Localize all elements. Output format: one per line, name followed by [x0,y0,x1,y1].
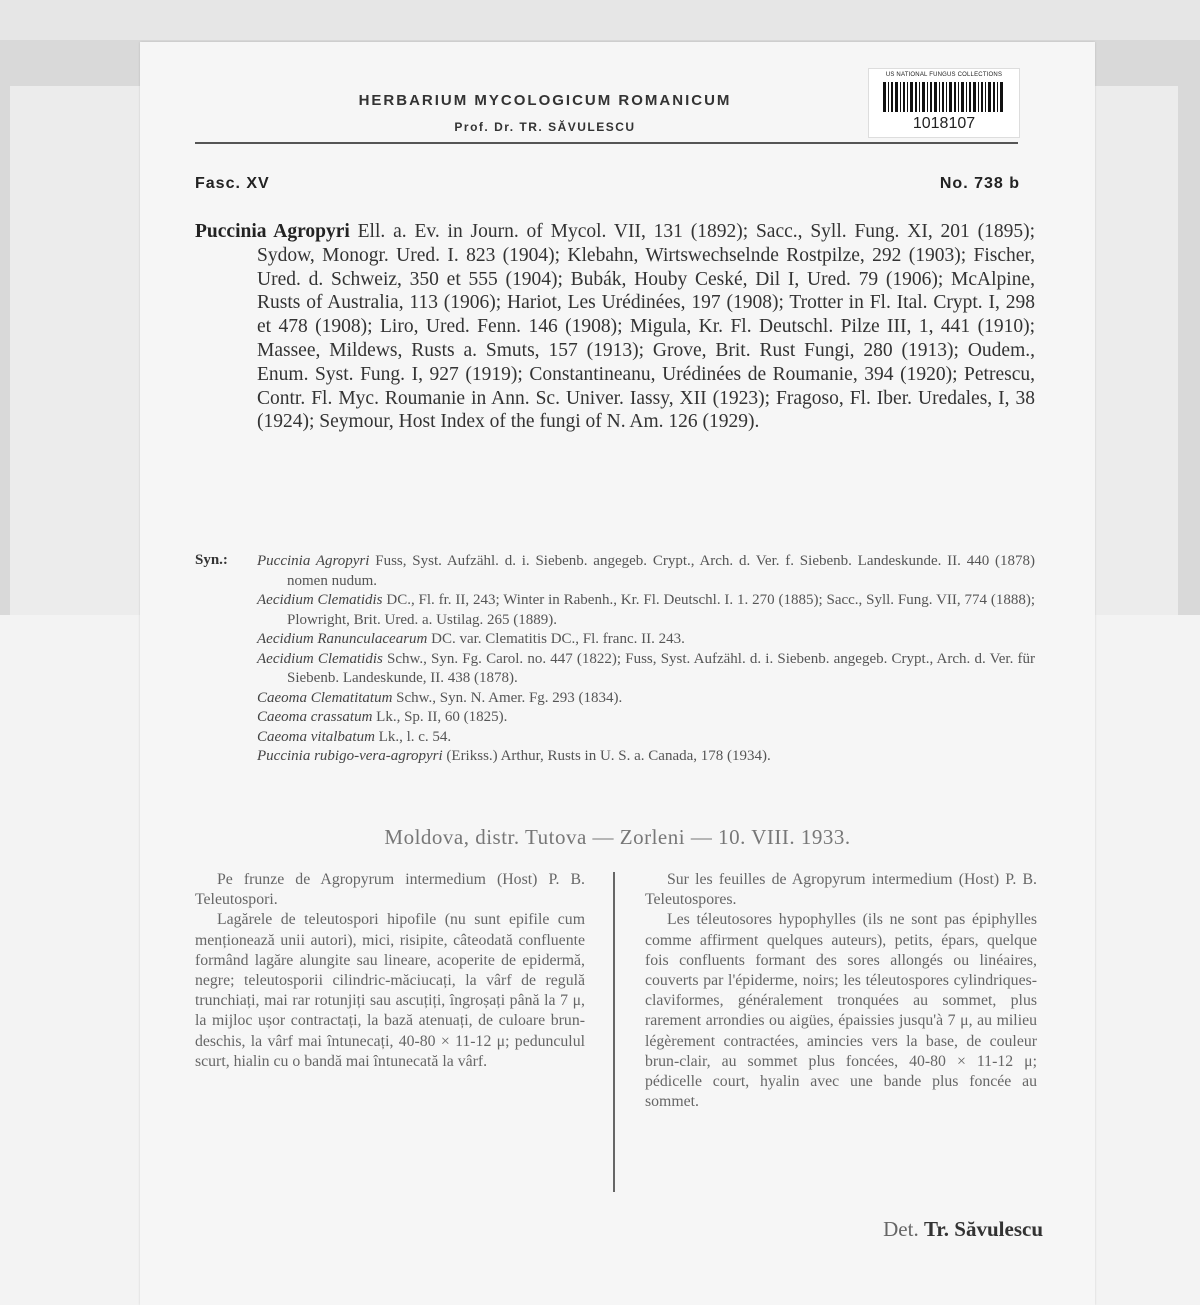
determiner-prefix: Det. [883,1217,919,1241]
collection-locality: Moldova, distr. Tutova — Zorleni — 10. VIII. 1933. [384,825,851,849]
synonym-reference: Lk., Sp. II, 60 (1825). [376,709,508,725]
determiner-name: Tr. Săvulescu [923,1217,1043,1241]
description-french [645,870,1037,1112]
synonym-name: Caeoma vitalbatum [257,728,375,745]
fascicle-number: Fasc. XV [195,175,270,192]
barcode-number: 1018107 [912,115,976,132]
synonym-name: Caeoma Clematitatum [257,689,393,706]
synonym-item [257,689,1035,709]
herbarium-subtitle: Prof. Dr. TR. SĂVULESCU [454,120,636,134]
species-name: Puccinia Agropyri [195,221,350,242]
synonym-reference: Lk., l. c. 54. [378,728,452,745]
synonym-name: Aecidium Ranunculacearum [257,631,428,647]
synonym-name: Puccinia rubigo-vera-agropyri [257,748,443,764]
synonym-item [257,552,1035,591]
header-rule [195,142,1018,144]
synonym-name: Aecidium Clematidis [257,592,383,608]
herbarium-title: HERBARIUM MYCOLOGICUM ROMANICUM [358,92,732,109]
synonym-name: Caeoma crassatum [257,709,373,725]
column-divider [613,872,615,1192]
barcode-bars [883,82,1005,112]
herbarium-label [140,42,1095,1305]
synonym-item [257,591,1035,630]
species-references: Ell. a. Ev. in Journ. of Mycol. VII, 131 (1892); Sacc., Syll. Fung. XI, 201 (1895); Sydow, Monogr. Ured. I. 823 (1904); Klebahn, Wirtswechselnde Rostpilze, 292 (1903); Fischer, Ured. d. Schweiz, 350 et 555 (1904); Bubák, Houby Ceské, Dil I, Ured. 79 (1906); McAlpine, Rusts of Australia, 113 (1906); Hariot, Les Urédinées, 197 (1908); Trotter in Fl. Ital. Crypt. I, 298 et 478 (1908); Liro, Ured. Fenn. 146 (1908); Migula, Kr. Fl. Deutschl. Pilze III, 1, 441 (1910); Massee, Mildews, Rusts a. Smuts, 157 (1913); Grove, Brit. Rust Fungi, 280 (1913); Oudem., Enum. Syst. Fung. I, 927 (1919); Constantineanu, Urédinées de Roumanie, 394 (1920); Petrescu, Contr. Fl. Myc. Roumanie in Ann. Sc. Univer. Iassy, XII (1923); Fragoso, Fl. Iber. Uredales, I, 38 (1924); Seymour, Host Index of the fungi of N. Am. 126 (1929). [257,221,1036,433]
synonym-reference: Fuss, Syst. Aufzähl. d. i. Siebenb. angegeb. Crypt., Arch. d. Ver. f. Siebenb. Landeskunde. II. 440 (1878) nomen nudum. [287,553,1035,589]
synonym-item [257,630,1035,650]
description-fr-host: Sur les feuilles de Agropyrum intermedium (Host) P. B. Teleutospores. [645,871,1037,909]
synonym-item [257,708,1035,728]
description-ro-host: Pe frunze de Agropyrum intermedium (Host) P. B. Teleutospori. [195,871,585,909]
exsiccata-number: No. 738 b [939,175,1020,192]
synonym-name: Aecidium Clematidis [257,650,383,667]
synonym-item [257,650,1035,689]
synonym-reference: (Erikss.) Arthur, Rusts in U. S. a. Canada, 178 (1934). [446,748,771,764]
synonym-reference: Schw., Syn. N. Amer. Fg. 293 (1834). [396,689,623,706]
barcode-institution: US NATIONAL FUNGUS COLLECTIONS [885,72,1003,78]
synonyms-label: Syn.: [195,552,228,568]
synonym-name: Puccinia Agropyri [257,553,370,569]
synonym-reference: DC., Fl. fr. II, 243; Winter in Rabenh., Kr. Fl. Deutschl. I. 1. 270 (1885); Sacc., Syll. Fung. VII, 774 (1888); Plowright, Brit. Ured. a. Ustilag. 265 (1889). [287,592,1035,628]
synonym-reference: DC. var. Clematitis DC., Fl. franc. II. 243. [431,631,685,647]
synonyms-list [257,552,1035,767]
synonym-item [257,747,1035,767]
species-citation [195,220,1035,434]
synonym-reference: Schw., Syn. Fg. Carol. no. 447 (1822); Fuss, Syst. Aufzähl. d. i. Siebenb. angegeb. Crypt., Arch. d. Ver. für Siebenb. Landeskunde, II. 438 (1878). [287,650,1036,686]
synonym-item [257,728,1035,748]
barcode-sticker [868,68,1020,138]
description-fr-body: Les téleutosores hypophylles (ils ne sont pas épiphylles comme affirment quelques auteurs), petits, épars, quelque fois confluents formant des sores allongés ou linéaires, couverts par l'épiderme, noirs; les téleutospores cylindriques-claviformes, généralement tronquées au sommet, plus rarement arrondies ou aigües, épaissies jusqu'à 7 μ, au milieu légèrement contractées, amincies vers la base, de couleur brun-clair, au sommet plus foncées, 40-80 × 11-12 μ; pédicelle court, hyalin avec une bande plus foncée au sommet. [645,911,1037,1111]
determiner [883,1217,1043,1242]
description-ro-body: Lagărele de teleutospori hipofile (nu sunt epifile cum menționează unii autori), mici, risipite, câteodată confluente formând lagăre alungite sau lineare, acoperite de epidermă, negre; teleutosporii cilindric-măciucați, la vârf de regulă trunchiați, mai rar rotunjiți sau ascuțiți, îngroșați până la 7 μ, la mijloc ușor contractați, la bază atenuați, de culoare brun-deschis, la vârf mai întunecați, 40-80 × 11-12 μ; pedunculul scurt, hialin cu o bandă mai întunecată la vârf. [195,911,585,1070]
description-romanian [195,870,585,1072]
